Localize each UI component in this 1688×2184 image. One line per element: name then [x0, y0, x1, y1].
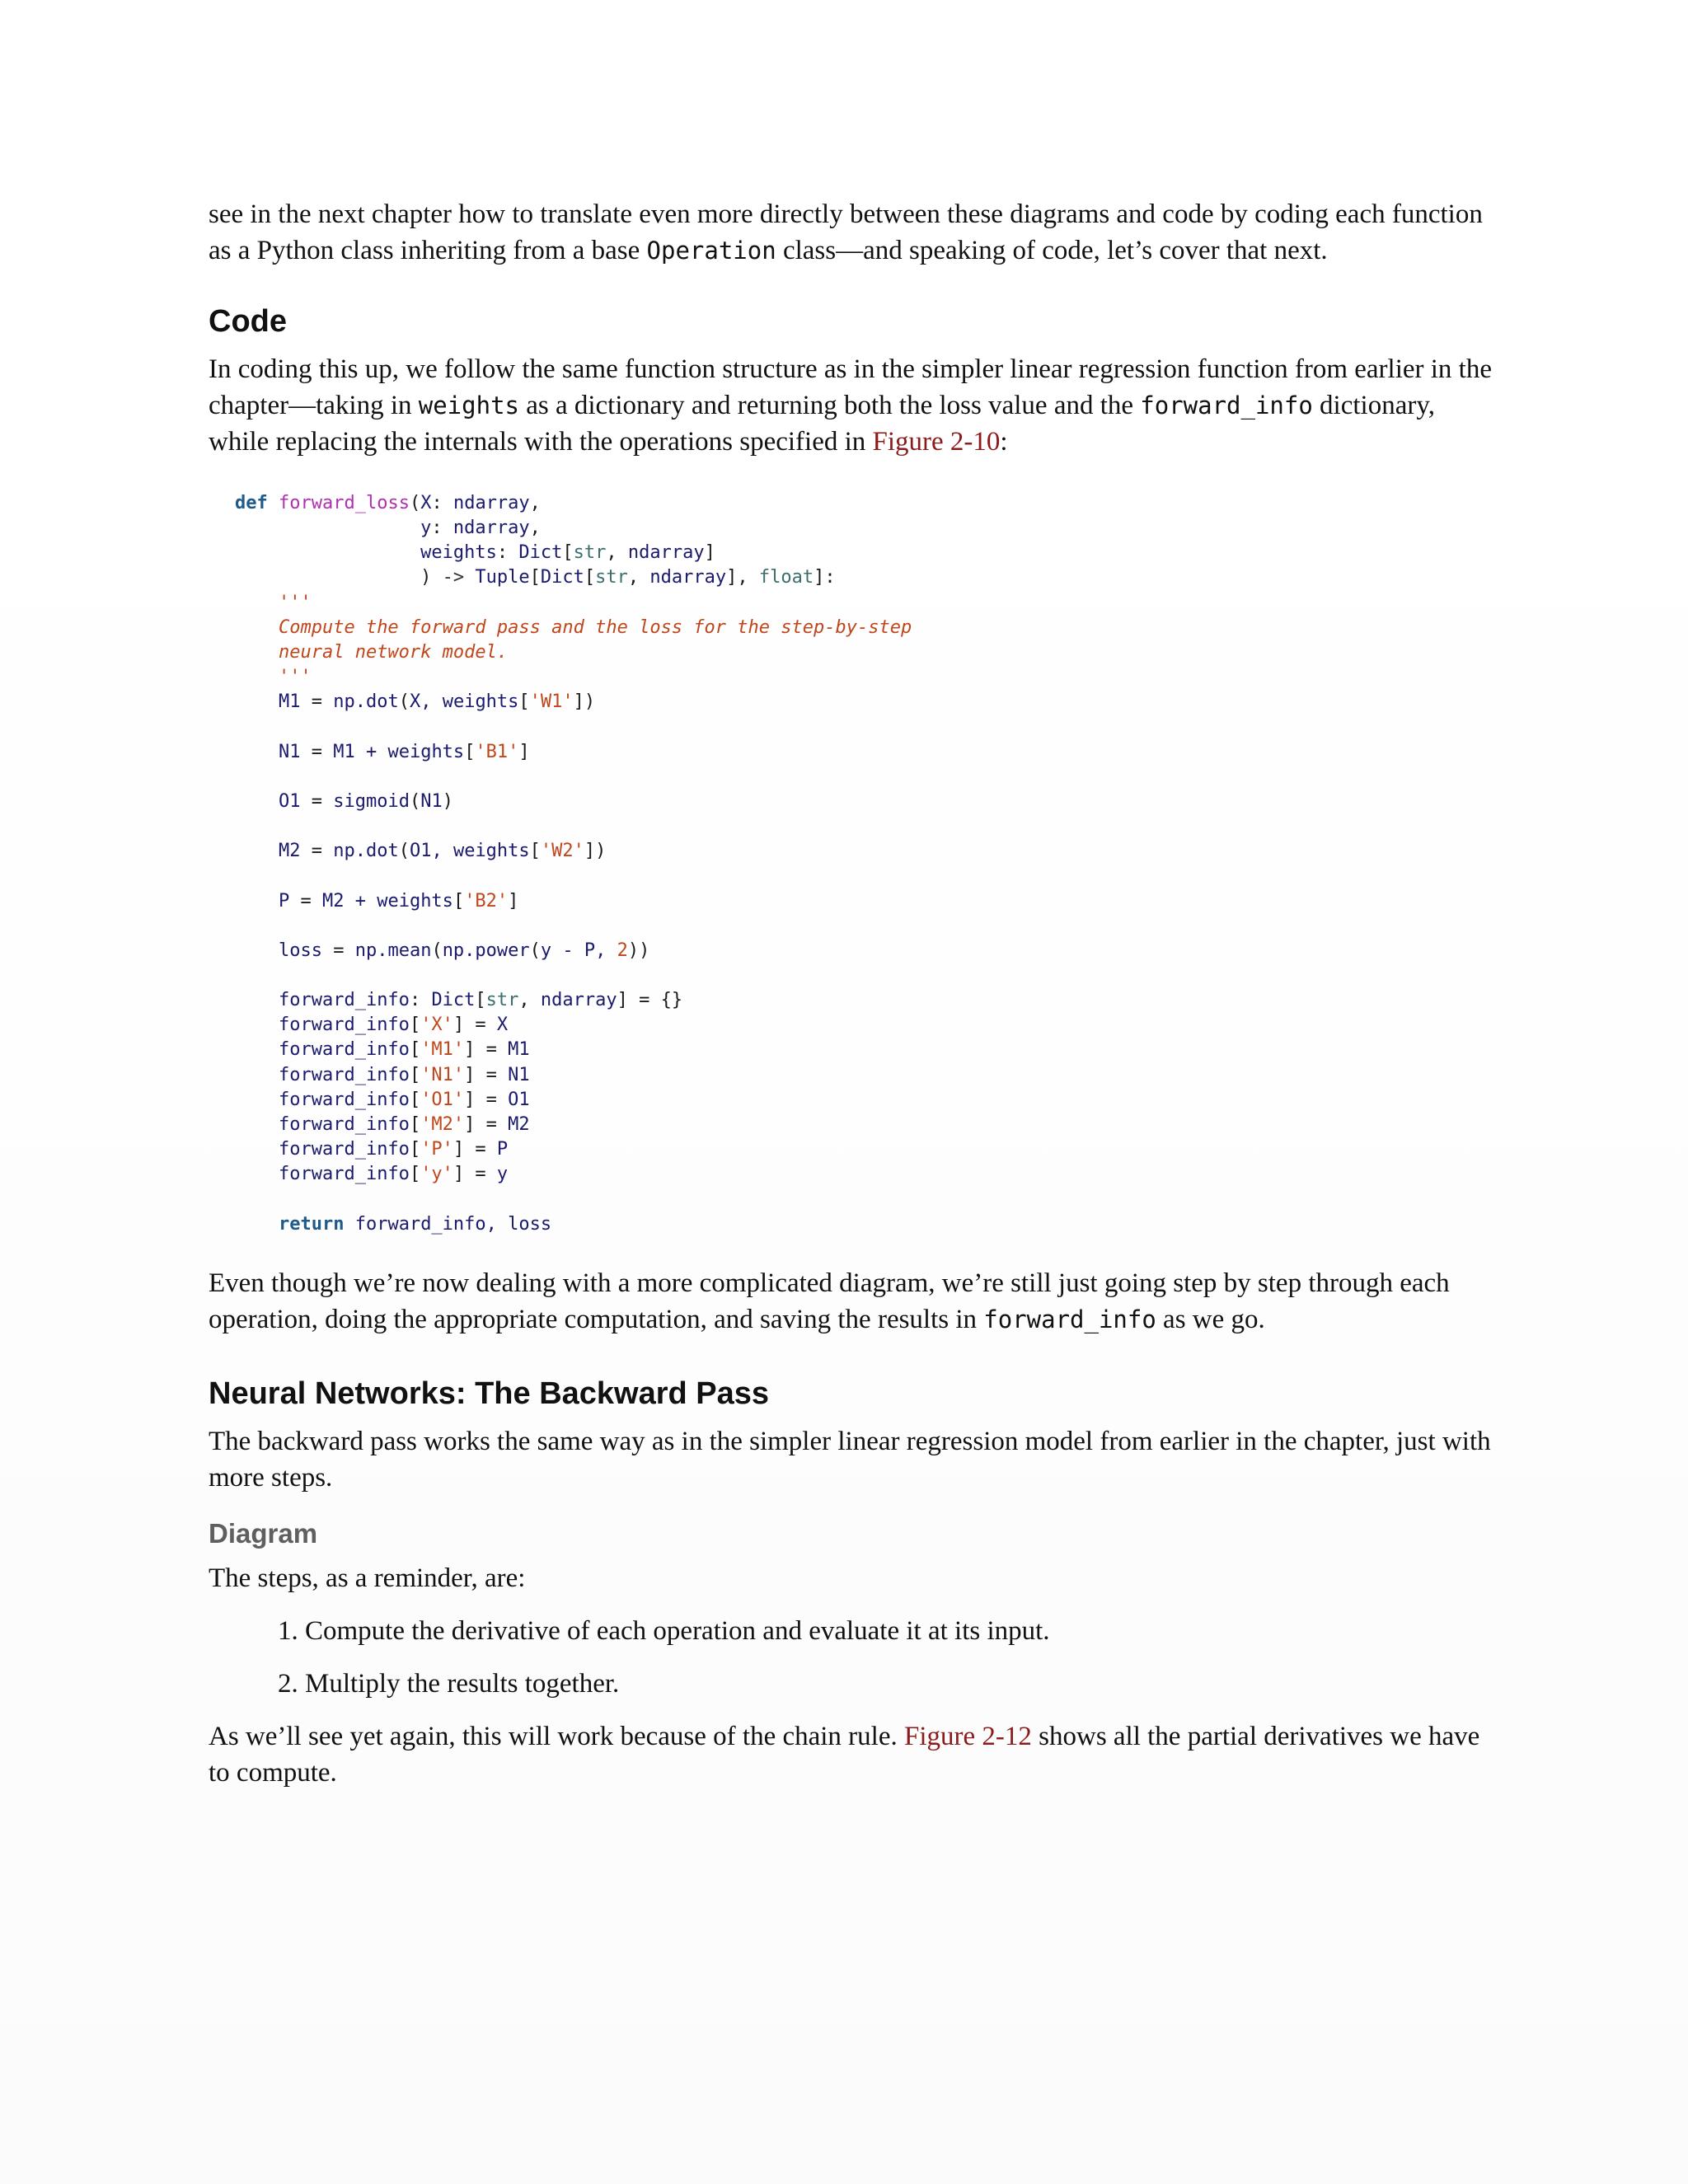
heading-code: Code	[209, 304, 287, 339]
intro-paragraph	[209, 196, 1494, 269]
steps-list	[209, 1613, 1494, 1702]
step-item-1: 1. Compute the derivative of each operation and evaluate it at its input.	[278, 1615, 1050, 1646]
after-code-text-2: as we go.	[1156, 1304, 1265, 1334]
keyword-return: return	[278, 1213, 345, 1235]
closing-paragraph	[209, 1718, 1494, 1791]
keyword-def: def	[235, 493, 268, 513]
docstring-line-2: neural network model.	[278, 641, 509, 663]
code-intro-text-1: In coding this up, we follow the same function structure as in the simpler linear regression function from earlier in the chapter—taking in	[209, 354, 1492, 420]
code-intro-paragraph	[209, 351, 1494, 460]
closing-text-1: As we’ll see yet again, this will work because of the chain rule.	[209, 1721, 904, 1751]
intro-text-1: see in the next chapter how to translate even more directly between these diagrams and code by coding each function as a Python class inheriting from a base	[209, 199, 1483, 265]
function-name: forward_loss	[279, 493, 410, 513]
heading-diagram: Diagram	[209, 1517, 318, 1549]
inline-code-forward-info-2: forward_info	[983, 1305, 1156, 1333]
figure-2-12-link[interactable]: Figure 2-12	[903, 1721, 1032, 1751]
code-intro-text-2: as a dictionary and returning both the loss value and the	[518, 391, 1141, 420]
inline-code-operation: Operation	[646, 237, 776, 265]
after-code-text-1: Even though we’re now dealing with a more complicated diagram, we’re still just going step by step through each operation, doing the appropriate computation, and saving the results in	[209, 1268, 1450, 1334]
code-intro-text-3: dictionary, while replacing the internals with the operations specified in	[209, 391, 1435, 457]
heading-backward-pass: Neural Networks: The Backward Pass	[209, 1376, 770, 1411]
step-item-2: 2. Multiply the results together.	[278, 1668, 620, 1699]
docstring-open: '''	[278, 592, 312, 613]
code-listing: def forward_loss(X: ndarray, y: ndarray, weights: Dict[str, ndarray] ) -> Tuple[Dict[str, ndarray], float]: ''' Compute the forward pass and the loss for the step-by-step neural network model. ''' M1 = np.dot(X, weights['W1']) N1 = M1 + weights['B1'] O1 = sigmoid(N1) M2 = np.dot(O1, weights['W2']) P = M2 + weights['B2'] loss = np.mean(np.power(y - P, 2)) forward_info: Dict[str, ndarray] = {} forward_info['X'] = X forward_info['M1'] = M1 forward_info['N1'] = N1 forward_info['O1'] = O1 forward_info['M2'] = M2 forward_info['P'] = P forward_info['y'] = y return forward_info, loss	[235, 493, 912, 1235]
inline-code-weights: weights	[418, 391, 519, 419]
inline-code-forward-info: forward_info	[1140, 391, 1313, 419]
docstring-line-1: Compute the forward pass and the loss for the step-by-step	[278, 616, 912, 638]
backward-paragraph: The backward pass works the same way as in the simpler linear regression model from earlier in the chapter, just with more steps.	[209, 1426, 1491, 1493]
docstring-close: '''	[278, 667, 312, 688]
page-content	[209, 196, 1494, 1791]
diagram-intro: The steps, as a reminder, are:	[209, 1563, 526, 1593]
after-code-paragraph	[209, 1265, 1494, 1338]
figure-2-10-link[interactable]: Figure 2-10	[872, 427, 1001, 457]
code-intro-text-4: :	[1000, 427, 1008, 457]
closing-text-2: shows all the partial derivatives we have to compute.	[209, 1721, 1480, 1788]
intro-text-2: class—and speaking of code, let’s cover that next.	[776, 236, 1328, 265]
